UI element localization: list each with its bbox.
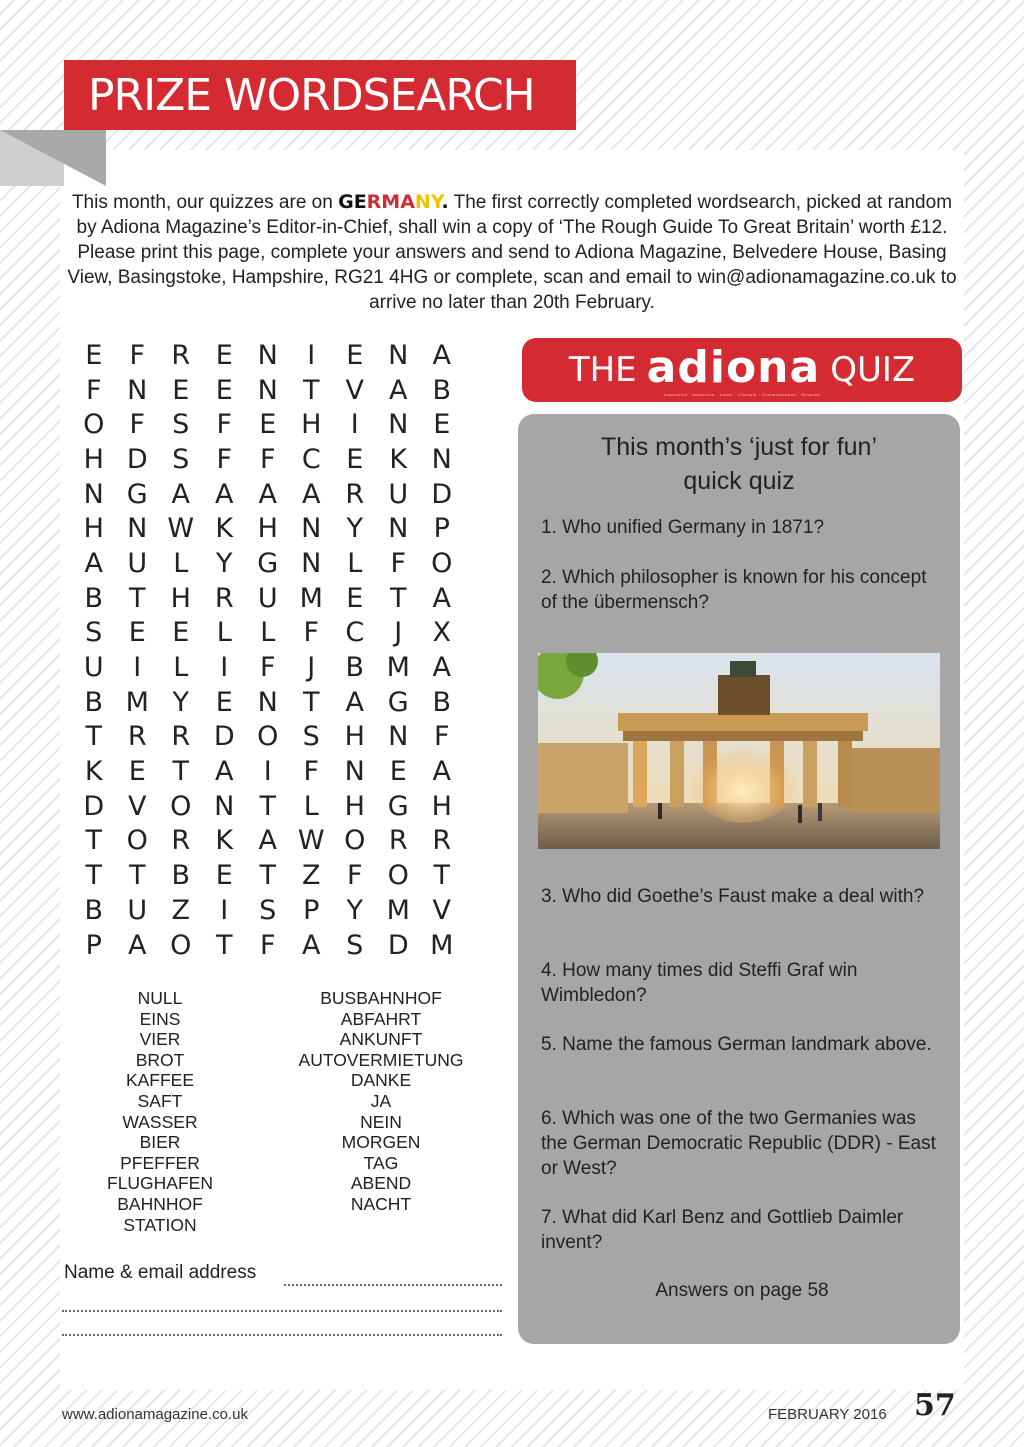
grid-letter[interactable]: E: [389, 756, 407, 788]
grid-letter[interactable]: F: [390, 547, 407, 579]
grid-letter[interactable]: T: [303, 686, 320, 718]
grid-letter[interactable]: D: [387, 929, 409, 961]
word-list-item: EINS: [139, 1008, 181, 1029]
grid-letter[interactable]: T: [259, 790, 276, 822]
country-name: GERMANY.: [338, 191, 449, 213]
grid-letter[interactable]: A: [345, 686, 364, 718]
grid-letter[interactable]: W: [167, 513, 195, 545]
grid-letter[interactable]: E: [346, 582, 364, 614]
grid-letter[interactable]: Z: [171, 894, 190, 926]
word-list-column-2: [282, 988, 480, 1215]
grid-letter[interactable]: I: [220, 894, 229, 926]
grid-letter[interactable]: O: [170, 790, 192, 822]
grid-letter[interactable]: K: [215, 825, 234, 857]
grid-letter[interactable]: U: [388, 478, 409, 510]
grid-letter[interactable]: N: [127, 374, 148, 406]
grid-letter[interactable]: J: [394, 617, 403, 649]
grid-letter[interactable]: J: [307, 652, 316, 684]
page-title: PRIZE WORDSEARCH: [88, 69, 535, 121]
grid-letter[interactable]: N: [257, 339, 278, 371]
grid-letter[interactable]: Y: [216, 547, 233, 579]
grid-letter[interactable]: U: [257, 582, 278, 614]
title-banner: [64, 60, 576, 130]
grid-letter[interactable]: L: [173, 547, 189, 579]
grid-letter[interactable]: R: [214, 582, 234, 614]
grid-letter[interactable]: O: [170, 929, 192, 961]
grid-letter[interactable]: N: [388, 513, 409, 545]
grid-letter[interactable]: E: [259, 409, 277, 441]
grid-letter[interactable]: E: [128, 756, 146, 788]
footer-url: www.adionamagazine.co.uk: [62, 1406, 248, 1423]
grid-letter[interactable]: S: [85, 617, 103, 649]
grid-letter[interactable]: O: [257, 721, 279, 753]
grid-letter[interactable]: G: [257, 547, 279, 579]
word-list-item: BUSBAHNHOF: [320, 988, 442, 1008]
grid-letter[interactable]: P: [433, 513, 450, 545]
quiz-header-quiz: QUIZ: [830, 350, 916, 390]
grid-letter[interactable]: O: [83, 409, 105, 441]
grid-letter[interactable]: I: [133, 652, 142, 684]
grid-letter[interactable]: B: [345, 652, 365, 684]
grid-letter[interactable]: P: [303, 894, 320, 926]
grid-letter[interactable]: L: [216, 617, 232, 649]
grid-letter[interactable]: B: [432, 686, 452, 718]
grid-letter[interactable]: T: [129, 860, 146, 892]
word-list-item: JA: [370, 1090, 392, 1111]
name-entry-line-3[interactable]: [62, 1334, 502, 1336]
grid-letter[interactable]: I: [350, 409, 359, 441]
quiz-question: 1. Who unified Germany in 1871?: [541, 517, 825, 538]
grid-letter[interactable]: N: [257, 686, 278, 718]
quiz-question: 7. What did Karl Benz and Gottlieb Daimler invent?: [541, 1207, 904, 1253]
grid-letter[interactable]: F: [85, 374, 102, 406]
grid-letter[interactable]: H: [301, 409, 322, 441]
grid-letter[interactable]: P: [85, 929, 102, 961]
grid-letter[interactable]: E: [215, 686, 233, 718]
word-list-item: KAFFEE: [125, 1070, 195, 1091]
quiz-question: 5. Name the famous German landmark above.: [541, 1034, 932, 1055]
name-entry-line-2[interactable]: [62, 1310, 502, 1312]
grid-letter[interactable]: B: [84, 582, 104, 614]
grid-letter[interactable]: S: [302, 721, 320, 753]
grid-letter[interactable]: E: [172, 374, 190, 406]
word-list-item: AUTOVERMIETUNG: [298, 1049, 464, 1070]
grid-letter[interactable]: A: [302, 478, 321, 510]
word-list-item: BIER: [139, 1132, 181, 1153]
grid-letter[interactable]: F: [259, 443, 276, 475]
grid-letter[interactable]: M: [386, 652, 410, 684]
grid-letter[interactable]: T: [85, 825, 102, 857]
grid-letter[interactable]: M: [125, 686, 149, 718]
grid-letter[interactable]: O: [126, 825, 148, 857]
grid-letter[interactable]: T: [390, 582, 407, 614]
word-list-column-1: [90, 988, 230, 1235]
grid-letter[interactable]: S: [172, 409, 190, 441]
grid-letter[interactable]: E: [346, 443, 364, 475]
grid-letter[interactable]: L: [173, 652, 189, 684]
grid-letter[interactable]: F: [129, 409, 146, 441]
grid-letter[interactable]: O: [387, 860, 409, 892]
grid-letter[interactable]: N: [301, 513, 322, 545]
grid-letter[interactable]: M: [430, 929, 454, 961]
grid-letter[interactable]: N: [127, 513, 148, 545]
grid-letter[interactable]: R: [127, 721, 147, 753]
grid-letter[interactable]: U: [127, 547, 148, 579]
grid-letter[interactable]: X: [432, 617, 451, 649]
grid-letter[interactable]: O: [344, 825, 366, 857]
grid-letter[interactable]: B: [84, 894, 104, 926]
grid-letter[interactable]: S: [346, 929, 364, 961]
grid-letter[interactable]: R: [171, 825, 191, 857]
name-entry-line-1[interactable]: [284, 1284, 502, 1286]
word-list-item: ABFAHRT: [340, 1008, 422, 1029]
grid-letter[interactable]: Y: [346, 894, 363, 926]
quiz-question: 2. Which philosopher is known for his concept of the übermensch?: [541, 567, 927, 613]
grid-letter[interactable]: T: [216, 929, 233, 961]
grid-letter[interactable]: T: [433, 860, 450, 892]
grid-letter[interactable]: Y: [172, 686, 189, 718]
grid-letter[interactable]: O: [431, 547, 453, 579]
grid-letter[interactable]: M: [386, 894, 410, 926]
grid-letter[interactable]: N: [388, 409, 409, 441]
grid-letter[interactable]: H: [83, 443, 104, 475]
grid-letter[interactable]: B: [84, 686, 104, 718]
word-list-item: STATION: [123, 1214, 197, 1235]
grid-letter[interactable]: I: [263, 756, 272, 788]
word-list-item: FLUGHAFEN: [107, 1173, 213, 1194]
grid-letter[interactable]: G: [387, 790, 409, 822]
grid-letter[interactable]: E: [433, 409, 451, 441]
grid-letter[interactable]: F: [303, 617, 320, 649]
grid-letter[interactable]: D: [126, 443, 148, 475]
grid-letter[interactable]: C: [345, 617, 365, 649]
grid-letter[interactable]: S: [259, 894, 277, 926]
word-list-item: TAG: [363, 1152, 399, 1173]
grid-letter[interactable]: L: [303, 790, 319, 822]
word-list-item: NEIN: [360, 1111, 402, 1132]
word-list-item: NACHT: [350, 1193, 412, 1214]
grid-letter[interactable]: A: [128, 929, 147, 961]
grid-letter[interactable]: E: [215, 860, 233, 892]
grid-letter[interactable]: A: [84, 547, 103, 579]
grid-letter[interactable]: D: [213, 721, 235, 753]
page-number: 57: [914, 1388, 956, 1423]
word-list-item: PFEFFER: [120, 1152, 200, 1173]
grid-letter[interactable]: E: [128, 617, 146, 649]
grid-letter[interactable]: Y: [346, 513, 363, 545]
grid-letter[interactable]: A: [171, 478, 190, 510]
grid-letter[interactable]: T: [129, 582, 146, 614]
grid-letter[interactable]: F: [129, 339, 146, 371]
grid-letter[interactable]: K: [84, 756, 103, 788]
grid-letter[interactable]: T: [172, 756, 189, 788]
grid-letter[interactable]: K: [389, 443, 408, 475]
grid-letter[interactable]: C: [301, 443, 321, 475]
grid-letter[interactable]: N: [301, 547, 322, 579]
quiz-heading: This month’s ‘just for fun’ quick quiz: [600, 433, 878, 495]
grid-letter[interactable]: L: [347, 547, 363, 579]
grid-letter[interactable]: S: [172, 443, 190, 475]
grid-letter[interactable]: H: [257, 513, 278, 545]
name-email-label: Name & email address: [64, 1262, 257, 1283]
grid-letter[interactable]: M: [299, 582, 323, 614]
grid-letter[interactable]: A: [215, 756, 234, 788]
grid-letter[interactable]: F: [259, 929, 276, 961]
grid-letter[interactable]: R: [345, 478, 365, 510]
grid-letter[interactable]: A: [215, 478, 234, 510]
grid-letter[interactable]: N: [83, 478, 104, 510]
grid-letter[interactable]: D: [431, 478, 453, 510]
word-list-item: ABEND: [350, 1173, 412, 1194]
grid-letter[interactable]: T: [303, 374, 320, 406]
word-list-item: BAHNHOF: [117, 1193, 203, 1214]
grid-letter[interactable]: F: [433, 721, 450, 753]
grid-letter[interactable]: U: [83, 652, 104, 684]
word-list-item: DANKE: [350, 1070, 412, 1091]
grid-letter[interactable]: F: [216, 409, 233, 441]
quiz-question: 4. How many times did Steffi Graf win Wimbledon?: [541, 960, 858, 1006]
grid-letter[interactable]: H: [344, 790, 365, 822]
grid-letter[interactable]: A: [432, 339, 451, 371]
grid-letter[interactable]: W: [297, 825, 325, 857]
grid-letter[interactable]: R: [432, 825, 452, 857]
word-list-item: BROT: [135, 1049, 185, 1070]
quiz-header: [522, 338, 962, 402]
answers-note: Answers on page 58: [655, 1280, 829, 1301]
word-list-item: MORGEN: [341, 1132, 421, 1153]
grid-letter[interactable]: G: [126, 478, 148, 510]
brandenburg-gate-photo: [538, 653, 940, 849]
grid-letter[interactable]: D: [83, 790, 105, 822]
grid-letter[interactable]: F: [259, 652, 276, 684]
grid-letter[interactable]: F: [216, 443, 233, 475]
quiz-question: 3. Who did Goethe’s Faust make a deal with?: [541, 886, 925, 907]
word-list-item: VIER: [139, 1029, 181, 1050]
grid-letter[interactable]: N: [344, 756, 365, 788]
grid-letter[interactable]: V: [128, 790, 147, 822]
logo-tagline: inspiration · adventure · travel · Lifestyle · Communication · Bespoke: [663, 392, 821, 397]
grid-letter[interactable]: T: [85, 860, 102, 892]
grid-letter[interactable]: N: [257, 374, 278, 406]
intro-before: This month, our quizzes are on: [71, 192, 339, 213]
grid-letter[interactable]: V: [432, 894, 451, 926]
word-list-item: NULL: [137, 988, 183, 1008]
grid-letter[interactable]: R: [171, 721, 191, 753]
grid-letter[interactable]: T: [85, 721, 102, 753]
grid-letter[interactable]: H: [83, 513, 104, 545]
grid-letter[interactable]: A: [432, 652, 451, 684]
word-list-item: ANKUNFT: [339, 1029, 423, 1050]
grid-letter[interactable]: B: [432, 374, 452, 406]
grid-letter[interactable]: A: [258, 478, 277, 510]
word-list-item: WASSER: [122, 1111, 198, 1132]
grid-letter[interactable]: G: [387, 686, 409, 718]
footer-date: FEBRUARY 2016: [768, 1406, 887, 1423]
grid-letter[interactable]: N: [388, 339, 409, 371]
grid-letter[interactable]: N: [214, 790, 235, 822]
grid-letter[interactable]: I: [220, 652, 229, 684]
grid-letter[interactable]: V: [345, 374, 364, 406]
grid-letter[interactable]: Z: [302, 860, 321, 892]
title-fold: [0, 130, 106, 186]
grid-letter[interactable]: F: [346, 860, 363, 892]
grid-letter[interactable]: A: [302, 929, 321, 961]
grid-letter[interactable]: N: [431, 443, 452, 475]
grid-letter[interactable]: E: [215, 339, 233, 371]
quiz-question: 6. Which was one of the two Germanies was the German Democratic Republic (DDR) - East or West?: [541, 1108, 936, 1179]
intro-after: The first correctly completed wordsearch, picked at random by Adiona Magazine’s Editor-in-Chief, shall win a copy of ‘The Rough Guide To Great Britain’ worth £12. Please print this page, complete your answers and send to Adiona Magazine, Belvedere House, Basing View, Basingstoke, Hampshire, RG21 4HG or complete, scan and email to win@adionamagazine.co.uk to arrive no later than 20th February.: [67, 192, 957, 313]
grid-letter[interactable]: A: [258, 825, 277, 857]
grid-letter[interactable]: H: [170, 582, 191, 614]
grid-letter[interactable]: A: [432, 756, 451, 788]
grid-letter[interactable]: I: [307, 339, 316, 371]
grid-letter[interactable]: B: [171, 860, 191, 892]
word-list-item: SAFT: [137, 1090, 183, 1111]
wordsearch-grid[interactable]: [72, 338, 464, 962]
grid-letter[interactable]: E: [85, 339, 103, 371]
grid-letter[interactable]: E: [172, 617, 190, 649]
intro-paragraph: [60, 190, 964, 315]
grid-letter[interactable]: A: [389, 374, 408, 406]
quiz-header-the: THE: [568, 350, 637, 390]
grid-letter[interactable]: L: [260, 617, 276, 649]
grid-letter[interactable]: R: [388, 825, 408, 857]
grid-letter[interactable]: R: [171, 339, 191, 371]
grid-letter[interactable]: N: [388, 721, 409, 753]
grid-letter[interactable]: E: [346, 339, 364, 371]
grid-letter[interactable]: F: [303, 756, 320, 788]
grid-letter[interactable]: H: [344, 721, 365, 753]
grid-letter[interactable]: E: [215, 374, 233, 406]
grid-letter[interactable]: T: [259, 860, 276, 892]
grid-letter[interactable]: K: [215, 513, 234, 545]
grid-letter[interactable]: U: [127, 894, 148, 926]
grid-letter[interactable]: H: [431, 790, 452, 822]
grid-letter[interactable]: A: [432, 582, 451, 614]
adiona-logo: adiona: [646, 341, 821, 393]
